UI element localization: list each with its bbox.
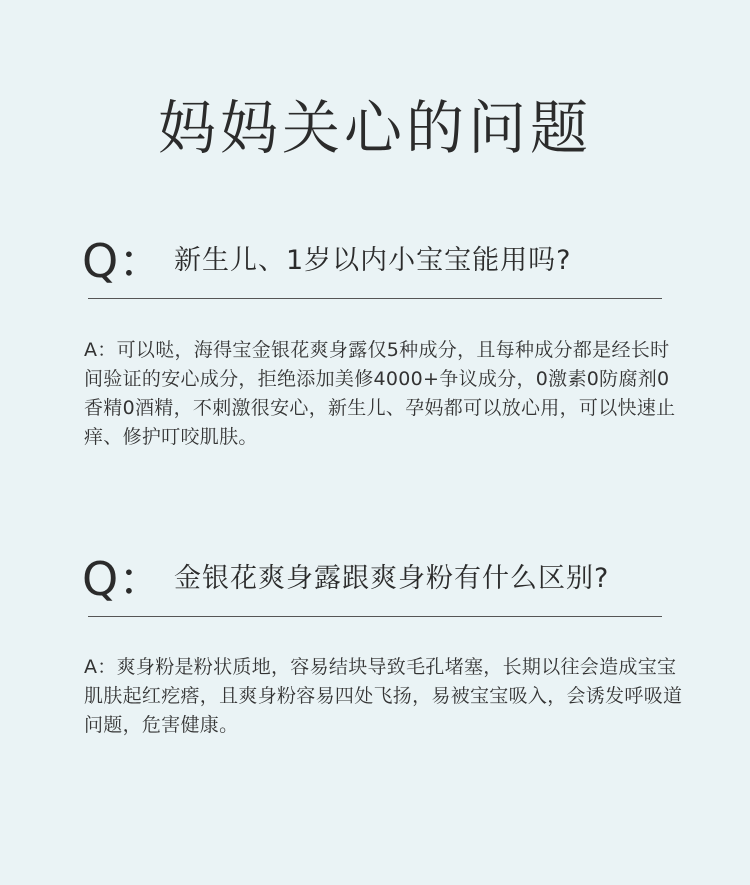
answer-text: A：爽身粉是粉状质地，容易结块导致毛孔堵塞，长期以往会造成宝宝肌肤起红疙瘩，且爽身粉容易四处飞扬，易被宝宝吸入，会诱发呼吸道问题，危害健康。 (84, 656, 683, 736)
question-text: 金银花爽身露跟爽身粉有什么区别? (174, 563, 610, 594)
divider (88, 298, 662, 299)
question-text: 新生儿、1岁以内小宝宝能用吗? (174, 245, 572, 276)
page-title: 妈妈关心的问题 (157, 94, 592, 162)
question-mark-label: Q： (82, 234, 165, 288)
question-mark-label: Q： (82, 552, 165, 606)
faq-item-1 (82, 228, 682, 448)
answer-text: A：可以哒，海得宝金银花爽身露仅5种成分，且每种成分都是经长时间验证的安心成分，拒绝添加美修4000+争议成分，0激素0防腐剂0香精0酒精，不刺激很安心，新生儿、孕妈都可以放心用，可以快速止痒、修护叮咬肌肤。 (84, 339, 676, 448)
question-row (82, 228, 682, 294)
divider (88, 616, 662, 617)
question-row (82, 546, 682, 612)
faq-item-2 (82, 546, 683, 736)
